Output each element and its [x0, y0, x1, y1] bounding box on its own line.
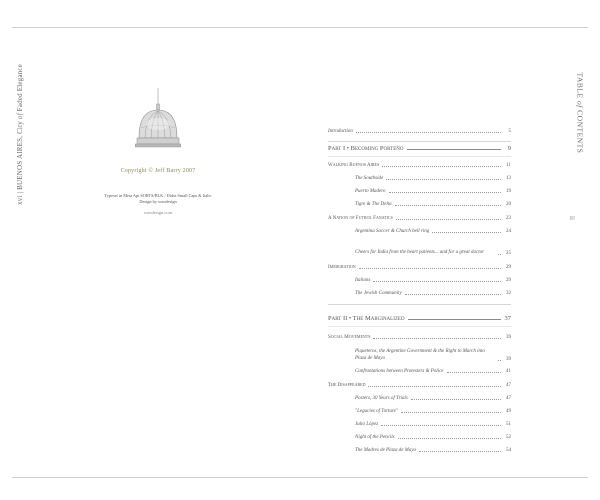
toc-entry-posters[interactable] — [355, 392, 511, 401]
toc-entry-page: 19 — [506, 189, 511, 194]
book-title-end: Faded Elegance — [16, 64, 24, 112]
toc-entry-piqueteros[interactable] — [355, 345, 511, 362]
toc-entry-label: Puerto Madero — [355, 189, 386, 194]
toc-entry-page: 32 — [506, 291, 511, 296]
leader-dots — [386, 178, 501, 180]
leader-dots — [368, 385, 501, 387]
book-title-of: of — [16, 113, 24, 120]
toc-entry-label: "Legacies of Torture" — [355, 409, 398, 414]
toc-entry-disappeared[interactable] — [328, 379, 511, 388]
toc-entry-label: Piqueteros, the Argentine Government & the Right to March into Plaza de Mayo — [355, 349, 485, 361]
toc-entry-page: 25 — [506, 251, 511, 256]
toc-part-2[interactable] — [328, 313, 511, 322]
toc-entry-label: Social Movements — [328, 335, 371, 340]
toc-entry-label: Italians — [355, 278, 371, 283]
toc-entry-label: Confrontations between Protesters & Police — [355, 369, 444, 374]
toc-entry-page: 11 — [506, 163, 511, 168]
top-rule — [12, 27, 588, 28]
leader-dots — [381, 424, 501, 426]
section-title: TABLE — [575, 72, 585, 99]
toc-entry-page: 37 — [504, 315, 511, 322]
toc-entry-page: 39 — [506, 335, 511, 340]
leader-dots — [398, 437, 501, 439]
leader-dots — [389, 191, 501, 193]
toc-entry-nation[interactable] — [328, 212, 511, 221]
leader-dots — [382, 165, 501, 167]
toc-entry-page: 47 — [506, 383, 511, 388]
leader-dots — [405, 293, 501, 295]
toc-entry-label: Posters, 30 Years of Trials — [355, 396, 408, 401]
toc-divider — [328, 304, 511, 305]
leader-dots — [373, 337, 501, 339]
typeset-credits — [90, 193, 226, 205]
toc-entry-page: 51 — [506, 422, 511, 427]
leader-dots — [396, 218, 501, 220]
leader-dots — [432, 231, 501, 233]
toc-entry-page: 49 — [506, 409, 511, 414]
toc-entry-walking[interactable] — [328, 159, 511, 168]
section-title-of: of — [575, 100, 585, 108]
toc-divider — [328, 156, 511, 157]
toc-entry-label: Argentina Soccer & Church bell ring — [355, 229, 430, 234]
toc-entry-page: 54 — [506, 448, 511, 453]
bottom-rule — [12, 477, 588, 478]
toc-entry-page: 41 — [506, 369, 511, 374]
toc-entry-introduction[interactable] — [328, 125, 511, 134]
part-rule — [408, 318, 501, 320]
toc-entry-label: Walking Buenos Aires — [328, 163, 380, 168]
toc-entry-label: Introduction — [328, 129, 353, 134]
typeset-line: Typeset in Meta Apt SORTS/BLK / Didot Small Caps & Italic — [104, 193, 212, 198]
toc-part-1[interactable] — [328, 143, 511, 152]
leader-dots — [401, 411, 501, 413]
toc-entry-cheers[interactable] — [355, 239, 511, 256]
toc-entry-page: 23 — [506, 216, 511, 221]
design-credit: Design by sorodesign — [139, 199, 177, 204]
part-rule — [407, 148, 501, 150]
toc-entry-page: 24 — [506, 229, 511, 234]
toc-divider — [328, 326, 511, 327]
toc-entry-madero[interactable] — [355, 185, 511, 194]
toc-entry-page: 47 — [506, 396, 511, 401]
leader-dots — [447, 371, 501, 373]
toc-entry-madres[interactable] — [355, 444, 511, 453]
toc-entry-label: Immigration — [328, 265, 356, 270]
toc-entry-page: 13 — [506, 176, 511, 181]
toc-entry-confrontations[interactable] — [355, 365, 511, 374]
leader-dots — [373, 280, 501, 282]
toc-entry-page: 29 — [506, 278, 511, 283]
toc-entry-label: The Southside — [355, 176, 384, 181]
right-page-number: ii — [568, 216, 577, 220]
toc-entry-soccer[interactable] — [355, 225, 511, 234]
toc-entry-label: The Jewish Community — [355, 291, 402, 296]
toc-entry-label: Julio López — [355, 422, 379, 427]
section-title-end: CONTENTS — [575, 110, 585, 154]
toc-entry-label: The Disappeared — [328, 383, 366, 388]
toc-entry-southside[interactable] — [355, 172, 511, 181]
leader-dots — [498, 359, 501, 361]
toc-entry-label: A Nation of Futbol Fanatics — [328, 216, 393, 221]
toc-entry-label: Part II • The Marginalized — [328, 315, 405, 322]
toc-entry-page: 39 — [506, 357, 511, 362]
right-running-header — [570, 70, 590, 230]
toc-entry-page: 5 — [508, 129, 511, 134]
left-running-header-text: xvi | BUENOS AIRES, City of Faded Elegance — [16, 64, 24, 205]
toc-entry-julio[interactable] — [355, 418, 511, 427]
leader-dots — [419, 450, 501, 452]
toc-entry-legacies[interactable] — [355, 405, 511, 414]
toc-entry-immigration[interactable] — [328, 261, 511, 270]
leader-dots — [411, 398, 501, 400]
toc-entry-jewish[interactable] — [355, 287, 511, 296]
toc-entry-social[interactable] — [328, 331, 511, 340]
toc-entry-page: 20 — [506, 202, 511, 207]
toc-entry-page: 52 — [506, 435, 511, 440]
copyright-line: Copyright © Jeff Barry 2007 — [120, 168, 196, 174]
toc-entry-label: Night of the Pencils — [355, 435, 395, 440]
toc-entry-pencils[interactable] — [355, 431, 511, 440]
leader-dots — [356, 131, 501, 133]
leader-dots — [359, 267, 501, 269]
leader-dots — [498, 253, 501, 255]
toc-entry-page: 9 — [507, 145, 511, 152]
book-title: BUENOS AIRES, City — [16, 121, 24, 190]
toc-entry-label: The Madres de Plaza de Mayo — [355, 448, 417, 453]
right-running-header-text — [576, 73, 585, 153]
left-page-number: xvi — [16, 195, 24, 205]
toc-entry-page: 29 — [506, 265, 511, 270]
toc-entry-italians[interactable] — [355, 274, 511, 283]
toc-entry-label: Part I • Becoming Porteño — [328, 145, 404, 152]
dome-illustration — [135, 88, 181, 154]
toc-entry-tigre[interactable] — [355, 198, 511, 207]
leader-dots — [395, 204, 501, 206]
left-running-header — [10, 64, 30, 400]
toc-divider — [328, 141, 511, 142]
toc-entry-label: Tigre & The Delta — [355, 202, 392, 207]
toc-entry-label: Cheers for India from the heart patients... and for a great doctor — [355, 249, 485, 255]
designer-website: sorodesign.com — [143, 210, 173, 215]
